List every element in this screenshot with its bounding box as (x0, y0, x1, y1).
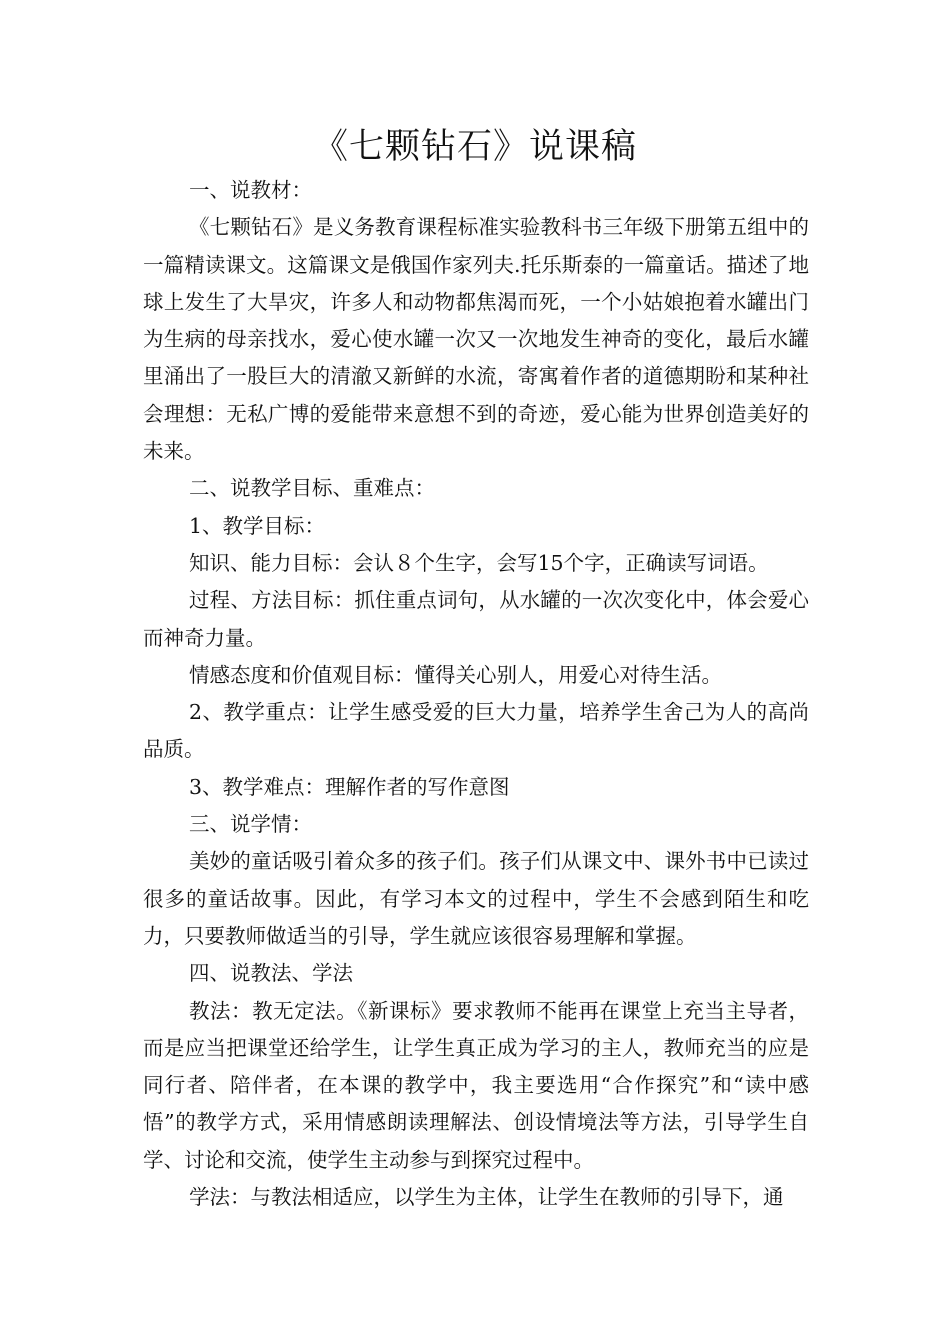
teaching-difficulty: 3、教学难点：理解作者的写作意图 (189, 774, 510, 799)
goal-knowledge: 知识、能力目标：会认８个生字，会写15个字，正确读写词语。 (189, 550, 769, 575)
goal-process: 过程、方法目标：抓住重点词句，从水罐的一次次变化中，体会爱心而神奇力量。 (143, 588, 809, 650)
document-title: 《七颗钻石》说课稿 (312, 127, 637, 167)
paragraph-learning-method: 学法：与教法相适应，以学生为主体，让学生在教师的引导下，通 (189, 1185, 784, 1210)
teaching-focus: 2、教学重点：让学生感受爱的巨大力量，培养学生舍己为人的高尚品质。 (143, 700, 809, 762)
paragraph-teaching-method: 教法：教无定法。《新课标》要求教师不能再在课堂上充当主导者，而是应当把课堂还给学生，让学生真正成为学习的主人，教师充当的应是同行者、陪伴者，在本课的教学中，我主要选用“合作探究”和“读中感悟”的教学方式，采用情感朗读理解法、创设情境法等方法，引导学生自学、讨论和交流，使学生主动参与到探究过程中。 (143, 998, 809, 1172)
subheading-teaching-goals: 1、教学目标： (189, 513, 326, 538)
goal-emotion: 情感态度和价值观目标：懂得关心别人，用爱心对待生活。 (189, 662, 722, 687)
heading-methods: 四、说教法、学法 (189, 961, 353, 986)
paragraph-students: 美妙的童话吸引着众多的孩子们。孩子们从课文中、课外书中已读过很多的童话故事。因此，有学习本文的过程中，学生不会感到陌生和吃力，只要教师做适当的引导，学生就应该很容易理解和掌握。 (143, 849, 809, 948)
document-body (143, 172, 809, 1216)
heading-goals: 二、说教学目标、重难点： (189, 476, 435, 501)
heading-students: 三、说学情： (189, 812, 312, 837)
paragraph-textbook-description: 《七颗钻石》是义务教育课程标准实验教科书三年级下册第五组中的一篇精读课文。这篇课文是俄国作家列夫.托乐斯泰的一篇童话。描述了地球上发生了大旱灾，许多人和动物都焦渴而死，一个小姑娘抱着水罐出门为生病的母亲找水，爱心使水罐一次又一次地发生神奇的变化，最后水罐里涌出了一股巨大的清澈又新鲜的水流，寄寓着作者的道德期盼和某种社会理想：无私广博的爱能带来意想不到的奇迹，爱心能为世界创造美好的未来。 (143, 215, 809, 464)
heading-textbook: 一、说教材： (189, 178, 312, 202)
